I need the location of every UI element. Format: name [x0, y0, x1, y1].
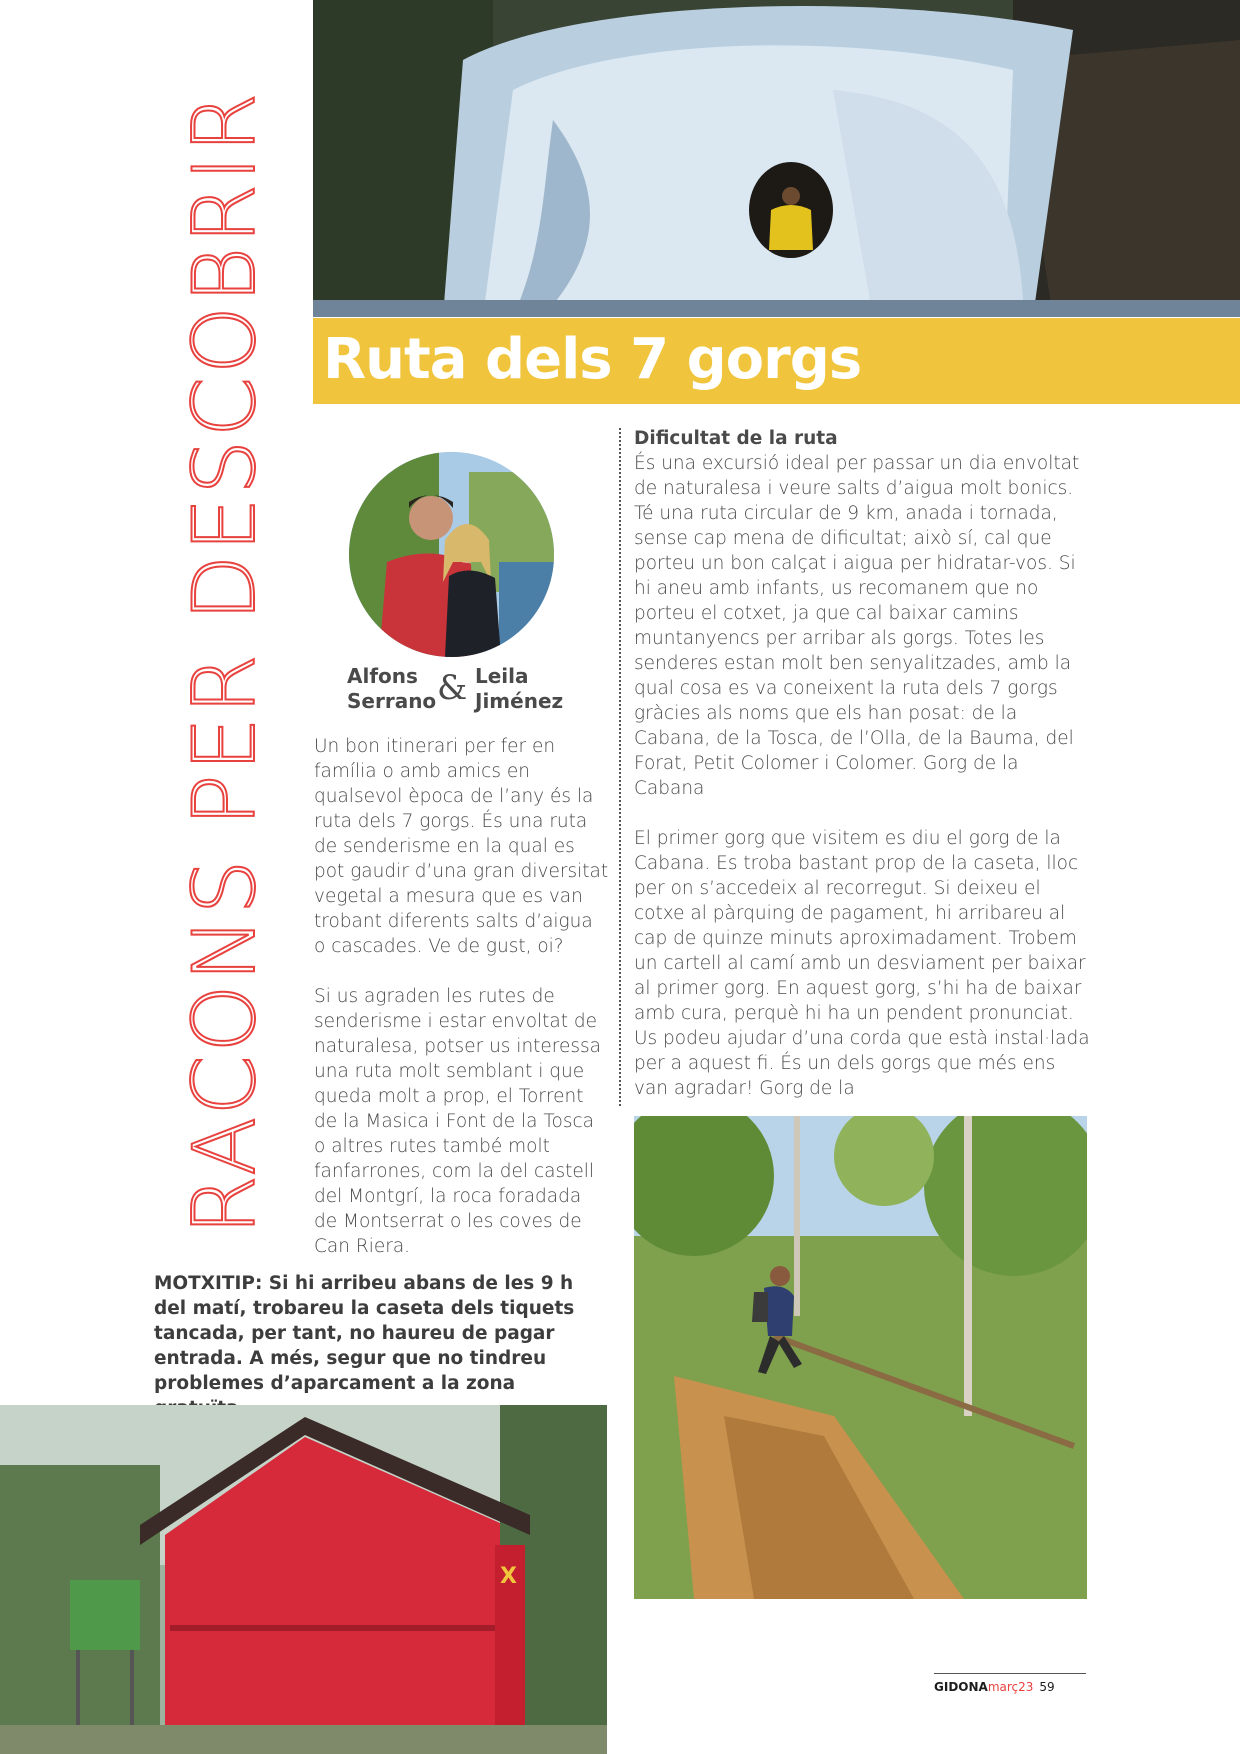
title-banner — [313, 318, 1240, 404]
right-paragraph-2: El primer gorg que visitem es diu el gorg de la Cabana. Es troba bastant prop de la caseta, lloc per on s’accedeix al recorregut. Si deixeu el cotxe al pàrquing de pagament, hi arribareu al cap de quinze minuts aproximadament. Trobem un cartell al camí amb un desviament per baixar al primer gorg. En aquest gorg, s’hi ha de baixar amb cura, perquè hi ha un pendent pronunciat. Us podeu ajudar d’una corda que està instal·lada per a aquest fi. És un dels gorgs que més ens van agradar! Gorg de la — [634, 828, 1090, 1099]
magazine-name: GIDONA — [934, 1680, 988, 1694]
author-2-family-name: Jiménez — [475, 689, 564, 713]
author-alfons-serrano — [347, 664, 436, 714]
author-1-family-name: Serrano — [347, 689, 437, 713]
left-column — [314, 734, 609, 1284]
motxitip-box: MOTXITIP: Si hi arribeu abans de les 9 h del matí, trobareu la caseta dels tiquets tancada, per tant, no haureu de pagar entrada. A més, segur que no tindreu problemes d’aparcament a la zona — [154, 1273, 575, 1394]
left-paragraph-1: Un bon itinerari per fer en família o amb amics en qualsevol època de l’any és la ruta dels 7 gorgs. És una ruta de senderisme en la qual es pot gaudir d’una gran diversitat vegetal a mesura que es van trobant diferents salts d’aigua o cascades. Ve de gust, oi? — [314, 736, 609, 957]
author-connector: & — [437, 668, 468, 708]
right-paragraph-1: És una excursió ideal per passar un dia envoltat de naturalesa i veure salts d’aigua molt bonics. Té una ruta circular de 9 km, anada i tornada, sense cap mena de dificultat; això sí, cal que porteu un bon calçat i aigua per hidratar-vos. Si hi aneu amb infants, us recomanem que no porteu el cotxet, ja que cal baixar camins muntanyencs per arribar als gorgs. Totes les senderes estan molt ben senyalitzades, amb la qual cosa es va coneixent la ruta dels 7 gorgs gràcies als noms que els han posat: de la Cabana, de la Tosca, de l’Olla, de la Bauma, del Forat, Petit Colomer i Colomer. Gorg de la Cabana — [634, 453, 1080, 799]
ticket-hut-photo — [0, 1405, 607, 1754]
author-1-given-name: Alfons — [347, 664, 418, 688]
right-column — [634, 426, 1094, 1126]
article-title: Ruta dels 7 gorgs — [323, 327, 862, 392]
hiking-trail-photo — [634, 1116, 1087, 1599]
footer-rule — [934, 1673, 1086, 1674]
section-heading: Dificultat de la ruta — [634, 428, 838, 449]
author-2-given-name: Leila — [475, 664, 529, 688]
column-divider — [619, 428, 621, 1106]
waterfall-photo — [313, 0, 1240, 317]
left-paragraph-2: Si us agraden les rutes de senderisme i estar envoltat de naturalesa, potser us interessa una ruta molt semblant i que queda molt a prop, el Torrent de la Masica i Font de la Tosca o altres rutes també molt fanfarrones, com la del castell del Montgrí, la roca foradada de Montserrat o les coves de Can Riera. — [314, 986, 602, 1257]
issue-label: març23 — [987, 1680, 1034, 1694]
svg-text:X: X — [500, 1564, 517, 1589]
author-portrait — [349, 452, 554, 657]
section-label: RACONS PER DESCOBRIR — [175, 90, 275, 1235]
author-leila-jimenez — [475, 664, 563, 714]
page-footer — [934, 1679, 1055, 1695]
page-number: 59 — [1039, 1680, 1055, 1694]
